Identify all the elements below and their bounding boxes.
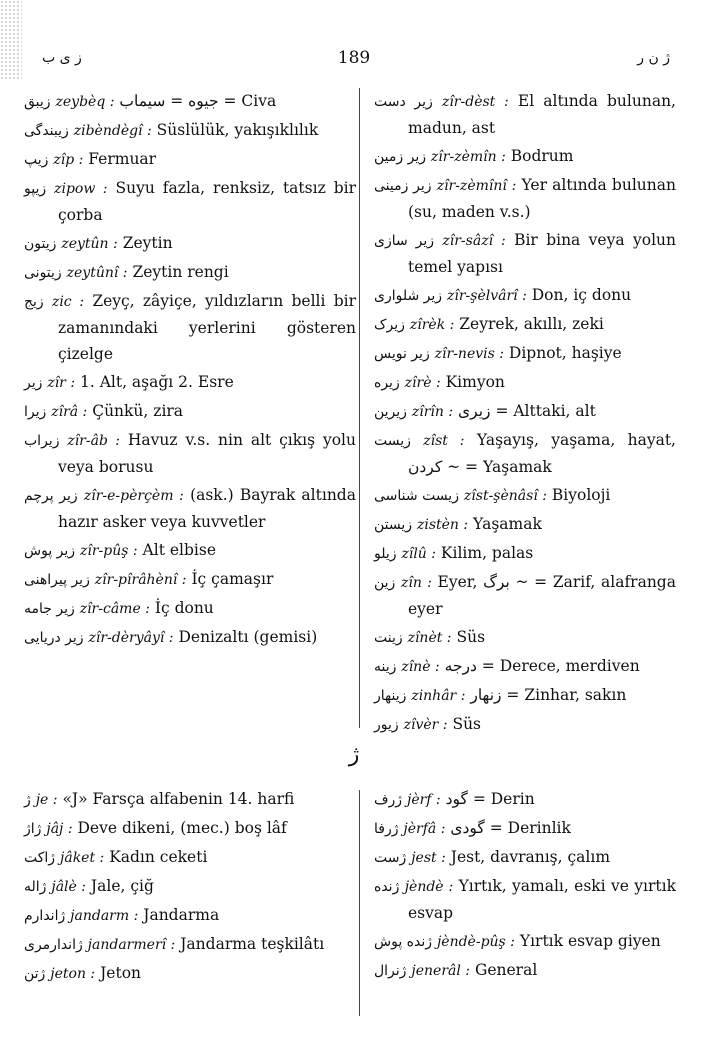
entry-persian: زیرا bbox=[24, 404, 47, 420]
entry-persian: زیتون bbox=[24, 236, 57, 252]
entry-definition: Yaşayış, yaşama, hayat, کردن ~ = Yaşamak bbox=[408, 431, 676, 476]
dictionary-entry bbox=[20, 566, 356, 593]
entry-definition: Kadın ceketi bbox=[109, 848, 208, 866]
entry-definition: Yırtık, yamalı, eski ve yırtık esvap bbox=[408, 877, 676, 922]
dictionary-entry bbox=[370, 569, 676, 622]
entry-persian: ژاندارمری bbox=[24, 937, 83, 953]
entry-headword: zîlû : bbox=[401, 546, 436, 562]
entry-definition: Biyoloji bbox=[551, 486, 611, 504]
header-left-letters: ز ی ب bbox=[42, 50, 82, 66]
entry-persian: زیر نویس bbox=[374, 346, 430, 362]
entry-headword: zîr-dèryâyî : bbox=[88, 630, 174, 646]
dictionary-entry bbox=[370, 815, 676, 842]
entry-definition: Kilim, palas bbox=[440, 544, 534, 562]
dictionary-entry bbox=[370, 88, 676, 141]
entry-definition: جیوه = سیماب = Civa bbox=[119, 92, 277, 110]
entry-headword: zîvèr : bbox=[403, 717, 448, 733]
dictionary-entry bbox=[20, 146, 356, 173]
entry-definition: General bbox=[474, 961, 538, 979]
entry-definition: گودی = Derinlik bbox=[450, 819, 571, 837]
entry-persian: زیر زمین bbox=[374, 149, 426, 165]
entry-persian: زین bbox=[374, 575, 396, 591]
entry-headword: zîrè : bbox=[404, 375, 441, 391]
entry-persian: زیج bbox=[24, 294, 44, 310]
entry-persian: زیبندگی bbox=[24, 123, 69, 139]
entry-persian: ژنده پوش bbox=[374, 934, 433, 950]
entry-definition: زیری = Alttaki, alt bbox=[458, 402, 596, 420]
entry-definition: İç çamaşır bbox=[191, 570, 274, 588]
dictionary-entry bbox=[20, 624, 356, 651]
column-divider bbox=[359, 790, 360, 1016]
dictionary-entry bbox=[370, 653, 676, 680]
entry-headword: zîrèk : bbox=[409, 317, 455, 333]
entry-headword: zînèt : bbox=[407, 630, 452, 646]
dictionary-entry bbox=[20, 288, 356, 367]
entry-headword: zîst-şènâsî : bbox=[463, 488, 547, 504]
entry-definition: Süs bbox=[456, 628, 486, 646]
entry-headword: zîrîn : bbox=[411, 404, 454, 420]
entry-headword: zîr-zèmîn : bbox=[430, 149, 506, 165]
entry-persian: ژاکت bbox=[24, 850, 56, 866]
entry-headword: zîrâ : bbox=[51, 404, 88, 420]
entry-persian: زیر دست bbox=[374, 94, 433, 110]
entry-persian: ژاژ bbox=[24, 821, 42, 837]
dictionary-entry bbox=[20, 427, 356, 480]
entry-definition: (ask.) Bayrak altında hazır asker veya kuvvetler bbox=[58, 486, 356, 531]
dictionary-entry bbox=[370, 844, 676, 871]
dictionary-entry bbox=[370, 511, 676, 538]
entry-definition: Zeyrek, akıllı, zeki bbox=[459, 315, 604, 333]
dictionary-entry bbox=[370, 398, 676, 425]
entry-persian: زیراب bbox=[24, 433, 60, 449]
entry-headword: zîr-nevis : bbox=[434, 346, 504, 362]
entry-persian: زیر دریایی bbox=[24, 630, 84, 646]
entry-persian: زیست شناسی bbox=[374, 488, 459, 504]
dictionary-entry bbox=[370, 624, 676, 651]
dictionary-entry bbox=[20, 902, 356, 929]
entry-definition: Yaşamak bbox=[473, 515, 542, 533]
entry-definition: Zeytin bbox=[122, 234, 173, 252]
entry-definition: Jale, çiğ bbox=[90, 877, 154, 895]
page-header bbox=[0, 44, 708, 74]
dictionary-entry bbox=[370, 311, 676, 338]
entry-persian: ژ bbox=[24, 792, 31, 808]
entry-persian: زیپ bbox=[24, 152, 49, 168]
entry-definition: گود = Derin bbox=[445, 790, 535, 808]
entry-persian: زیرک bbox=[374, 317, 405, 333]
entry-persian: زیپو bbox=[24, 181, 47, 197]
entry-headword: zîn : bbox=[401, 575, 432, 591]
entry-persian: ژرف bbox=[374, 792, 403, 808]
dictionary-entry bbox=[20, 873, 356, 900]
bottom-left-column bbox=[20, 786, 356, 989]
entry-definition: Yer altında bulunan (su, maden v.s.) bbox=[408, 176, 676, 221]
entry-persian: زینهار bbox=[374, 688, 407, 704]
entry-definition: Jeton bbox=[100, 964, 142, 982]
entry-persian: زیستن bbox=[374, 517, 413, 533]
entry-definition: زنهار = Zinhar, sakın bbox=[470, 686, 627, 704]
entry-headword: zîr-pûş : bbox=[80, 543, 138, 559]
dictionary-entry bbox=[20, 230, 356, 257]
entry-headword: zîr-câme : bbox=[79, 601, 150, 617]
entry-definition: Zeytin rengi bbox=[132, 263, 229, 281]
entry-headword: jèrf : bbox=[406, 792, 441, 808]
entry-headword: jandarm : bbox=[70, 908, 139, 924]
entry-persian: ژرفا bbox=[374, 821, 399, 837]
entry-definition: Fermuar bbox=[88, 150, 157, 168]
entry-definition: Denizaltı (gemisi) bbox=[178, 628, 318, 646]
entry-definition: Kimyon bbox=[445, 373, 505, 391]
dictionary-entry bbox=[370, 227, 676, 280]
entry-headword: zîst : bbox=[423, 433, 465, 449]
entry-headword: zîr-dèst : bbox=[441, 94, 509, 110]
entry-persian: زیلو bbox=[374, 546, 397, 562]
dictionary-entry bbox=[20, 369, 356, 396]
dictionary-entry bbox=[370, 873, 676, 926]
entry-persian: زیست bbox=[374, 433, 411, 449]
dictionary-entry bbox=[370, 340, 676, 367]
entry-definition: Deve dikeni, (mec.) boş lâf bbox=[77, 819, 287, 837]
entry-headword: jâj : bbox=[46, 821, 73, 837]
entry-definition: درجه = Derece, merdiven bbox=[444, 657, 640, 675]
dictionary-entry bbox=[370, 928, 676, 955]
entry-headword: jest : bbox=[411, 850, 446, 866]
dictionary-entry bbox=[20, 482, 356, 535]
page-number: 189 bbox=[337, 48, 371, 68]
entry-definition: Jest, davranış, çalım bbox=[450, 848, 611, 866]
entry-headword: zeytûn : bbox=[61, 236, 118, 252]
entry-headword: zic : bbox=[51, 294, 85, 310]
entry-headword: zîr-e-pèrçèm : bbox=[83, 488, 184, 504]
dictionary-entry bbox=[20, 844, 356, 871]
dictionary-entry bbox=[370, 172, 676, 225]
entry-definition: Jandarma teşkilâtı bbox=[180, 935, 325, 953]
entry-headword: zîr-sâzî : bbox=[442, 233, 506, 249]
entry-persian: زیر bbox=[24, 375, 43, 391]
entry-persian: زیره bbox=[374, 375, 400, 391]
entry-headword: zeytûnî : bbox=[66, 265, 128, 281]
dictionary-entry bbox=[370, 786, 676, 813]
dictionary-entry bbox=[20, 259, 356, 286]
entry-persian: ژتن bbox=[24, 966, 46, 982]
entry-headword: zîp : bbox=[53, 152, 84, 168]
dictionary-entry bbox=[20, 815, 356, 842]
entry-headword: jèndè : bbox=[404, 879, 454, 895]
entry-persian: زیر سازی bbox=[374, 233, 434, 249]
entry-persian: زینه bbox=[374, 659, 397, 675]
entry-definition: Bodrum bbox=[510, 147, 574, 165]
dictionary-entry bbox=[20, 786, 356, 813]
entry-headword: jâket : bbox=[60, 850, 105, 866]
entry-definition: Don, iç donu bbox=[531, 286, 632, 304]
entry-persian: زیر زمینی bbox=[374, 178, 432, 194]
entry-definition: Alt elbise bbox=[142, 541, 216, 559]
entry-definition: El altında bulunan, madun, ast bbox=[408, 92, 676, 137]
top-left-column bbox=[20, 88, 356, 653]
dictionary-entry bbox=[20, 117, 356, 144]
entry-headword: zîr : bbox=[47, 375, 76, 391]
dictionary-entry bbox=[370, 682, 676, 709]
entry-persian: زیر پیراهنی bbox=[24, 572, 90, 588]
entry-headword: zinhâr : bbox=[411, 688, 466, 704]
entry-headword: zîr-şèlvârî : bbox=[446, 288, 527, 304]
entry-headword: zistèn : bbox=[416, 517, 469, 533]
dictionary-entry bbox=[20, 88, 356, 115]
entry-headword: zînè : bbox=[401, 659, 440, 675]
dictionary-entry bbox=[20, 595, 356, 622]
entry-persian: زیر جامه bbox=[24, 601, 75, 617]
entry-persian: زیور bbox=[374, 717, 399, 733]
dictionary-entry bbox=[370, 282, 676, 309]
entry-definition: Süslülük, yakışıklılık bbox=[156, 121, 319, 139]
entry-definition: Çünkü, zira bbox=[92, 402, 184, 420]
entry-definition: Süs bbox=[452, 715, 482, 733]
dictionary-entry bbox=[370, 427, 676, 480]
entry-persian: زیر پرچم bbox=[24, 488, 78, 504]
dictionary-entry bbox=[370, 482, 676, 509]
entry-headword: zipow : bbox=[54, 181, 108, 197]
entry-definition: Eyer, برگ ~ = Zarif, alafranga eyer bbox=[408, 573, 676, 618]
top-right-column bbox=[370, 88, 676, 740]
dictionary-entry bbox=[370, 369, 676, 396]
entry-persian: زیبق bbox=[24, 94, 51, 110]
dictionary-entry bbox=[370, 540, 676, 567]
dictionary-entry bbox=[370, 957, 676, 984]
section-letter: ژ bbox=[348, 742, 360, 767]
column-divider bbox=[359, 88, 360, 728]
entry-headword: jenerâl : bbox=[411, 963, 471, 979]
entry-headword: je : bbox=[35, 792, 58, 808]
entry-definition: Dipnot, haşiye bbox=[508, 344, 622, 362]
dictionary-entry bbox=[370, 143, 676, 170]
entry-definition: Yırtık esvap giyen bbox=[519, 932, 661, 950]
bottom-right-column bbox=[370, 786, 676, 986]
dictionary-entry bbox=[20, 931, 356, 958]
entry-headword: jandarmerî : bbox=[87, 937, 176, 953]
dictionary-entry bbox=[20, 537, 356, 564]
entry-headword: zibèndègî : bbox=[73, 123, 152, 139]
entry-headword: zîr-zèmînî : bbox=[436, 178, 517, 194]
entry-headword: zîr-pîrâhènî : bbox=[94, 572, 187, 588]
entry-definition: Havuz v.s. nin alt çıkış yolu veya borusu bbox=[58, 431, 356, 476]
entry-headword: jâlè : bbox=[51, 879, 86, 895]
entry-persian: ژست bbox=[374, 850, 407, 866]
dictionary-entry bbox=[20, 398, 356, 425]
entry-definition: Bir bina veya yolun temel yapısı bbox=[408, 231, 676, 276]
entry-headword: zîr-âb : bbox=[67, 433, 121, 449]
entry-persian: ژاندارم bbox=[24, 908, 66, 924]
entry-headword: zeybèq : bbox=[55, 94, 115, 110]
entry-persian: زینت bbox=[374, 630, 403, 646]
entry-headword: jèrfâ : bbox=[403, 821, 446, 837]
entry-definition: Zeyç, zâyiçe, yıldızların belli bir zamanındaki yerlerini gösteren çizelge bbox=[58, 292, 356, 363]
entry-definition: 1. Alt, aşağı 2. Esre bbox=[79, 373, 234, 391]
entry-definition: «J» Farsça alfabenin 14. harfi bbox=[62, 790, 295, 808]
entry-persian: ژنده bbox=[374, 879, 400, 895]
header-right-letters: ژ ن ر bbox=[637, 50, 670, 66]
entry-persian: زیتونی bbox=[24, 265, 62, 281]
entry-persian: زیرین bbox=[374, 404, 407, 420]
entry-persian: زیر پوش bbox=[24, 543, 76, 559]
entry-definition: Jandarma bbox=[143, 906, 220, 924]
entry-headword: jèndè-pûş : bbox=[436, 934, 515, 950]
entry-persian: ژاله bbox=[24, 879, 47, 895]
dictionary-entry bbox=[20, 960, 356, 987]
entry-persian: ژنرال bbox=[374, 963, 407, 979]
entry-definition: Suyu fazla, renksiz, tatsız bir çorba bbox=[58, 179, 356, 224]
dictionary-entry bbox=[20, 175, 356, 228]
entry-headword: jeton : bbox=[50, 966, 96, 982]
dictionary-entry bbox=[370, 711, 676, 738]
entry-persian: زیر شلواری bbox=[374, 288, 443, 304]
entry-definition: İç donu bbox=[154, 599, 214, 617]
